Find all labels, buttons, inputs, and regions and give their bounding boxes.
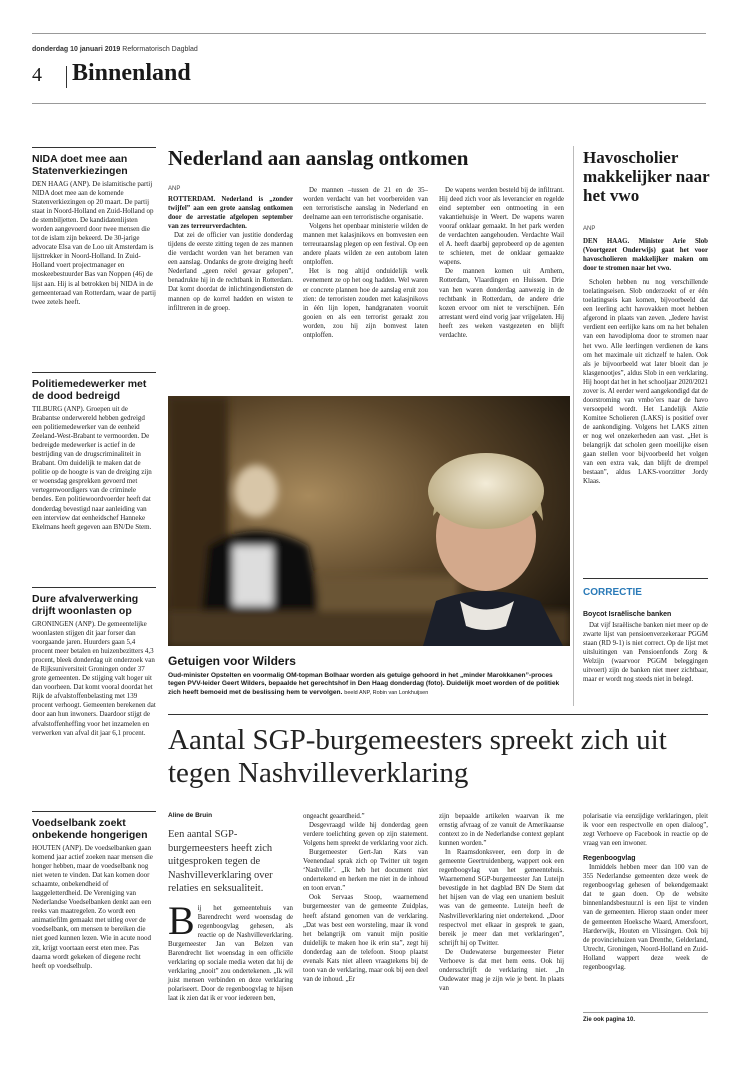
main-source: ANP [168,186,181,192]
main-col-1 [168,195,293,313]
bottom-paragraph: ongeacht geaardheid.” [303,813,365,820]
photo-caption-title: Getuigen voor Wilders [168,654,296,668]
column-divider [573,146,574,706]
sidebar-item [32,378,156,532]
main-paragraph: De mannen –tussen de 21 en de 35– worden verdacht van het voorbereiden van een terroristische aanslag in Nederland en deelname aan een terroristische organisatie. [303,187,428,222]
section-title: Binnenland [72,60,191,86]
header-top-rule [32,33,706,34]
photo-credit: beeld ANP, Robin van Lonkhuijsen [344,689,429,696]
bottom-paragraph: polarisatie via eenzijdige verklaringen, pleit ik voor een respectvolle en open dialoog”, zegt Verhoeve op Facebook in reactie op de vraag van een inwoner. [583,813,708,848]
bottom-headline: Aantal SGP-burgemeesters spreekt zich uit tegen Nashvilleverklaring [168,724,667,789]
sidebar-item [32,593,156,738]
sidebar-item-title: Politiemedewerker met de dood bedreigd [32,378,147,402]
bottom-col-1 [168,898,293,1004]
sidebar-item-text: TILBURG (ANP). Groepen uit de Brabantse onderwereld hebben gedreigd een politiemedewerker van de eenheid Zeeland-West-Brabant te vermoorden. De bedreigde medewerker is actief in de bestrijding van de drugscriminaliteit in Brabant. Om duidelijk te maken dat de politie op de hoogte is van de dreiging zijn er woensdag gesprekken gevoerd met vertegenwoordigers van de criminele bendes. Een politiewoordvoerder heeft dat donderdag bevestigd naar aanleiding van een interview dat eenheidschef Hanneke Ekelmans heeft gegeven aan BN/De Stem. [32,405,152,531]
bottom-paragraph: ij het gemeentehuis van Barendrecht werd woensdag de regenboogvlag gehesen, als reactie op de Nashvilleverklaring. Burgemeester Jan van Belzen van Barendrecht liet woensdag in een officiële verklaring op sociale media weten dat hij de verklaring „nooit” zou ondertekenen. „Ik wil juist mensen verbinden en deze verklaring polariseert. Door de regenboogvlag te hijsen laat ik zien dat ik er voor iedereen ben, [168,905,293,1003]
drop-cap: B [168,898,195,943]
courtroom-photo-illustration [168,396,570,646]
bottom-col-2 [303,812,428,984]
sidebar-item-text: HOUTEN (ANP). De voedselbanken gaan komend jaar actief zoeken naar mensen die honger hebben, maar de voedselbank nog niet weten te vinden. Dat kan komen door schaamte, onbekendheid of laaggeletterdheid. De Vereniging van Nederlandse Voedselbanken denkt aan een reeks van maatregelen. Zo wordt een animatiefilm gemaakt met uitleg over de voedselbank, om mensen te bereiken die niet goed kunnen lezen. Wie in acute nood zit, krijgt voortaan eerst eten mee. Pas daarna wordt gekeken of diegene recht heeft op voedselhulp. [32,844,153,970]
bottom-col-3 [439,812,564,993]
bottom-paragraph: In Raamsdonksveer, een dorp in de gemeente Geertruidenberg, wappert ook een regenboogvlag van het gemeentehuis. Waarnemend SGP-burgemeester Jan Luteijn bevestigde in het dagblad BN De Stem dat het hijsen van de vlag een unaniem besluit was van de gemeente. Luteijn heeft de Nashvilleverklaring niet ondertekend. „Door respectvol met elkaar in gesprek te gaan, bereik je meer dan met verklaringen”, schrijft hij op Twitter. [439,849,564,947]
main-paragraph: Het is nog altijd onduidelijk welk evenement ze op het oog hadden. Wel waren er concrete plannen hoe de aanslag eruit zou zien: de terroristen zouden met kalasjnikovs in één lijn lopen, handgranaten vooruit gooien en als een terrorist geraakt zou worden, zou hij zijn bomvest laten ontploffen. [303,268,428,339]
correctie-text [583,621,708,684]
see-also: Zie ook pagina 10. [583,1017,636,1023]
right-source: ANP [583,226,596,232]
sidebar-item-title: Dure afvalverwerking drijft woonlasten op [32,593,139,617]
main-paragraph: Dat zei de officier van justitie donderdag tijdens de eerste zitting tegen de zes mannen die verdacht worden van het beramen van een aanslag. Ondanks de grote dreiging heeft Nederland „geen reëel gevaar gelopen”, benadrukte hij in de rechtbank in Rotterdam. Dat komt doordat de inlichtingendiensten de mannen op de korrel hadden en wisten te infiltreren in de groep. [168,232,293,312]
bottom-subheading: Regenboogvlag [583,855,636,863]
bottom-col-4 [583,812,708,972]
main-paragraph: De wapens werden besteld bij de infiltrant. Hij deed zich voor als leverancier en regelde eind september een ontmoeting in een vakantiehuisje in Weert. De wapens waren vooraf onklaar gemaakt. In het park werden de verdachten aangehouden. Verdachte Wail el A. heeft daarbij geprobeerd op de agenten te schieten, met de onklaar gemaakte wapens. [439,187,564,267]
main-paragraph: De mannen komen uit Arnhem, Rotterdam, Vlaardingen en Huissen. Drie van hen waren donderdag aanwezig in de rechtbank in Rotterdam, de andere drie kozen ervoor om niet te verschijnen. Eén arrestant werd eind vorig jaar vrijgelaten. Hij heeft zes weken vastgezeten en blijft verdachte. [439,268,564,339]
issue-date: donderdag 10 januari 2019 Reformatorisch Dagblad [32,46,198,53]
sidebar-item [32,817,156,971]
main-paragraph: Volgens het openbaar ministerie wilden de mannen met kalasjnikovs en bomvesten een terreuraanslag plegen op een festival. Op een andere plaats wilden ze een autobom laten ontploffen. [303,223,428,267]
correctie-paragraph: Dat vijf Israëlische banken niet meer op de zwarte lijst van pensioenverzekeraar PGGM staan (RD 9-1) is niet correct. Op de lijst met uitsluitingen van Pensioenfonds Zorg & Welzijn (waarvoor PGGM beleggingen uitvoert) zijn de banken niet meer zichtbaar, maar er wordt nog steeds niet in belegd. [583,622,708,684]
main-headline: Nederland aan aanslag ontkomen [168,146,469,170]
main-col-3 [439,186,564,340]
page-number: 4 [32,64,42,86]
right-paragraph: Scholen hebben nu nog verschillende toelatingseisen. Slob onderzoekt of er één toelatingseis kan komen, bijvoorbeeld dat een leerling acht havovakken moet hebben afgerond in plaats van zeven. „Iedere havist verdient een eerlijke kans om na het behalen van een havodiploma door te stromen naar het vwo. Alle leerlingen verdienen de kans om het maximale uit zichzelf te halen. Ook als je bijvoorbeeld wat later bloeit dan je klasgenootjes”, aldus Slob in een verklaring. Hij hoopt dat het in het schooljaar 2020/2021 zover is. Al eerder werd aangekondigd dat de doorstroming van vmbo’ers naar de havo versoepeld wordt. Het Landelijk Aktie Komitee Scholieren (LAKS) is positief over de aankondiging. Volgens het LAKS zitten er nog wel onzekerheden aan vast. „Het is belangrijk dat scholen geen moeilijke eisen gaan stellen voor bijvoorbeeld het volgen van een extra vak, dan blijft de drempel bestaan”, aldus LAKS-voorzitter Jordy Klaas. [583,279,708,486]
sidebar-item-title: NIDA doet mee aan Statenverkiezingen [32,153,128,177]
header-bottom-rule [32,103,706,104]
bottom-paragraph: Ook Servaas Stoop, waarnemend burgemeester van de gemeente Zuidplas, heeft afstand genomen van de verklaring. „Dat was best een worsteling, maar ik vond het belangrijk om vanuit mijn positie duidelijk te maken hoe ik erin sta”, zegt hij donderdag aan de telefoon. Stoop plaatst evenals Kats niet alleen vraagtekens bij de toon van de verklaring, maar ook bij een deel van de inhoud. „Er [303,894,428,983]
bottom-article-rule [168,714,708,715]
bottom-paragraph: zijn bepaalde artikelen waarvan ik me ernstig afvraag of ze vanuit de Amerikaanse context zo in de Nederlandse context geplant kunnen worden.” [439,813,564,848]
main-col-2 [303,186,428,340]
correctie-label: CORRECTIE [583,587,642,598]
bottom-intro: Een aantal SGP-burgemeesters heeft zich uitgesproken tegen de Nashvilleverklaring over relaties en seksualiteit. [168,829,273,894]
bottom-paragraph: Desgevraagd wilde hij donderdag geen verdere toelichting geven op zijn statement. Volgens hem spreekt de verklaring voor zich. [303,822,428,848]
header-divider [66,66,67,88]
see-also-rule [583,1012,708,1013]
photo-caption [168,672,572,697]
bottom-paragraph: Burgemeester Gert-Jan Kats van Veenendaal sprak zich op Twitter uit tegen ‘Nashville’. „Ik heb het document niet ondertekend en herken me niet in de inhoud en toon ervan.” [303,849,428,893]
sidebar-item [32,153,156,307]
bottom-paragraph: Inmiddels hebben meer dan 100 van de 355 Nederlandse gemeenten deze week de regenboogvlag gehesen of bekendgemaakt dat te gaan doen. Op de website binnenlandsbestuur.nl is een lijst te vinden van de gemeenten. Hierop staan onder meer de gemeenten Hoeksche Waard, Amersfoort, Harderwijk, Houten en Vlissingen. Ook bij de provinciehuizen van Drenthe, Gelderland, Utrecht, Groningen, Noord-Holland en Zuid-Holland wappert deze week de regenboogvlag. [583,864,708,971]
news-photo [168,396,570,646]
bottom-paragraph: De Oudewaterse burgemeester Pieter Verhoeve is dat met hem eens. Ook hij ondersschrijft de verklaring niet. „In Oudewater mag je zijn wie je bent. In plaats van [439,948,564,992]
correctie-rule [583,578,708,579]
bottom-author: Aline de Bruin [168,812,213,819]
right-lead: DEN HAAG. Minister Arie Slob (Voortgezet Onderwijs) gaat het voor havoscholieren makkelijker maken om door te stromen naar het vwo. [583,238,708,273]
right-headline: Havoscholier makkelijker naar het vwo [583,148,710,205]
correctie-title: Boycot Israëlische banken [583,611,672,618]
sidebar-item-text: DEN HAAG (ANP). De islamitische partij NIDA doet mee aan de komende Statenverkiezingen op 20 maart. De partij staat in Noord-Holland en Zuid-Holland op de stembiljetten. De kandidatenlijsten worden aangevoerd door twee mensen die tot de islam zijn bekeerd. De 30-jarige advocate Elsa van de Loo uit Amsterdam is lijsttrekker in Noord-Holland. In Zuid-Holland voert projectmanager en moskeebestuurder Bas van Noppen (46) de lijst aan. Hij is al betrokken bij NIDA in de gemeenteraad van Rotterdam, waar de partij twee zetels heeft. [32,180,156,306]
main-lead: ROTTERDAM. Nederland is „zonder twijfel” aan een grote aanslag ontkomen door de arrestatie afgelopen september van zes terreurverdachten. [168,196,293,231]
sidebar-item-title: Voedselbank zoekt onbekende hongerigen [32,817,148,841]
sidebar-item-text: GRONINGEN (ANP). De gemeentelijke woonlasten stijgen dit jaar forser dan voorgaande jaren. Huurders gaan 5,4 procent meer betalen en huizenbezitters 4,3 procent, bleek donderdag uit onderzoek van de Rijksuniversiteit Groningen onder 37 grote gemeenten. De stijging valt hoger uit dan voorheen. Dat komt vooral doordat het Rijk de afvalstoffenbelasting met 139 procent verhoogt. Gemeenten berekenen dat door aan hun inwoners. Daardoor stijgt de afvalstoffenheffing voor het inzamelen en verwerken van afval dit jaar 6,1 procent. [32,620,156,737]
photo-caption-text: Oud-minister Opstelten en voormalig OM-topman Bolhaar worden als getuige gehoord in het „minder Marokkanen”-proces tegen PVV-leider Geert Wilders, bepaalde het gerechtshof in Den Haag donderdag (foto). Duidelijk moet worden of de politiek zich heeft bemoeid met de beslissing hem te vervolgen. [168,672,560,696]
right-body [583,237,708,486]
